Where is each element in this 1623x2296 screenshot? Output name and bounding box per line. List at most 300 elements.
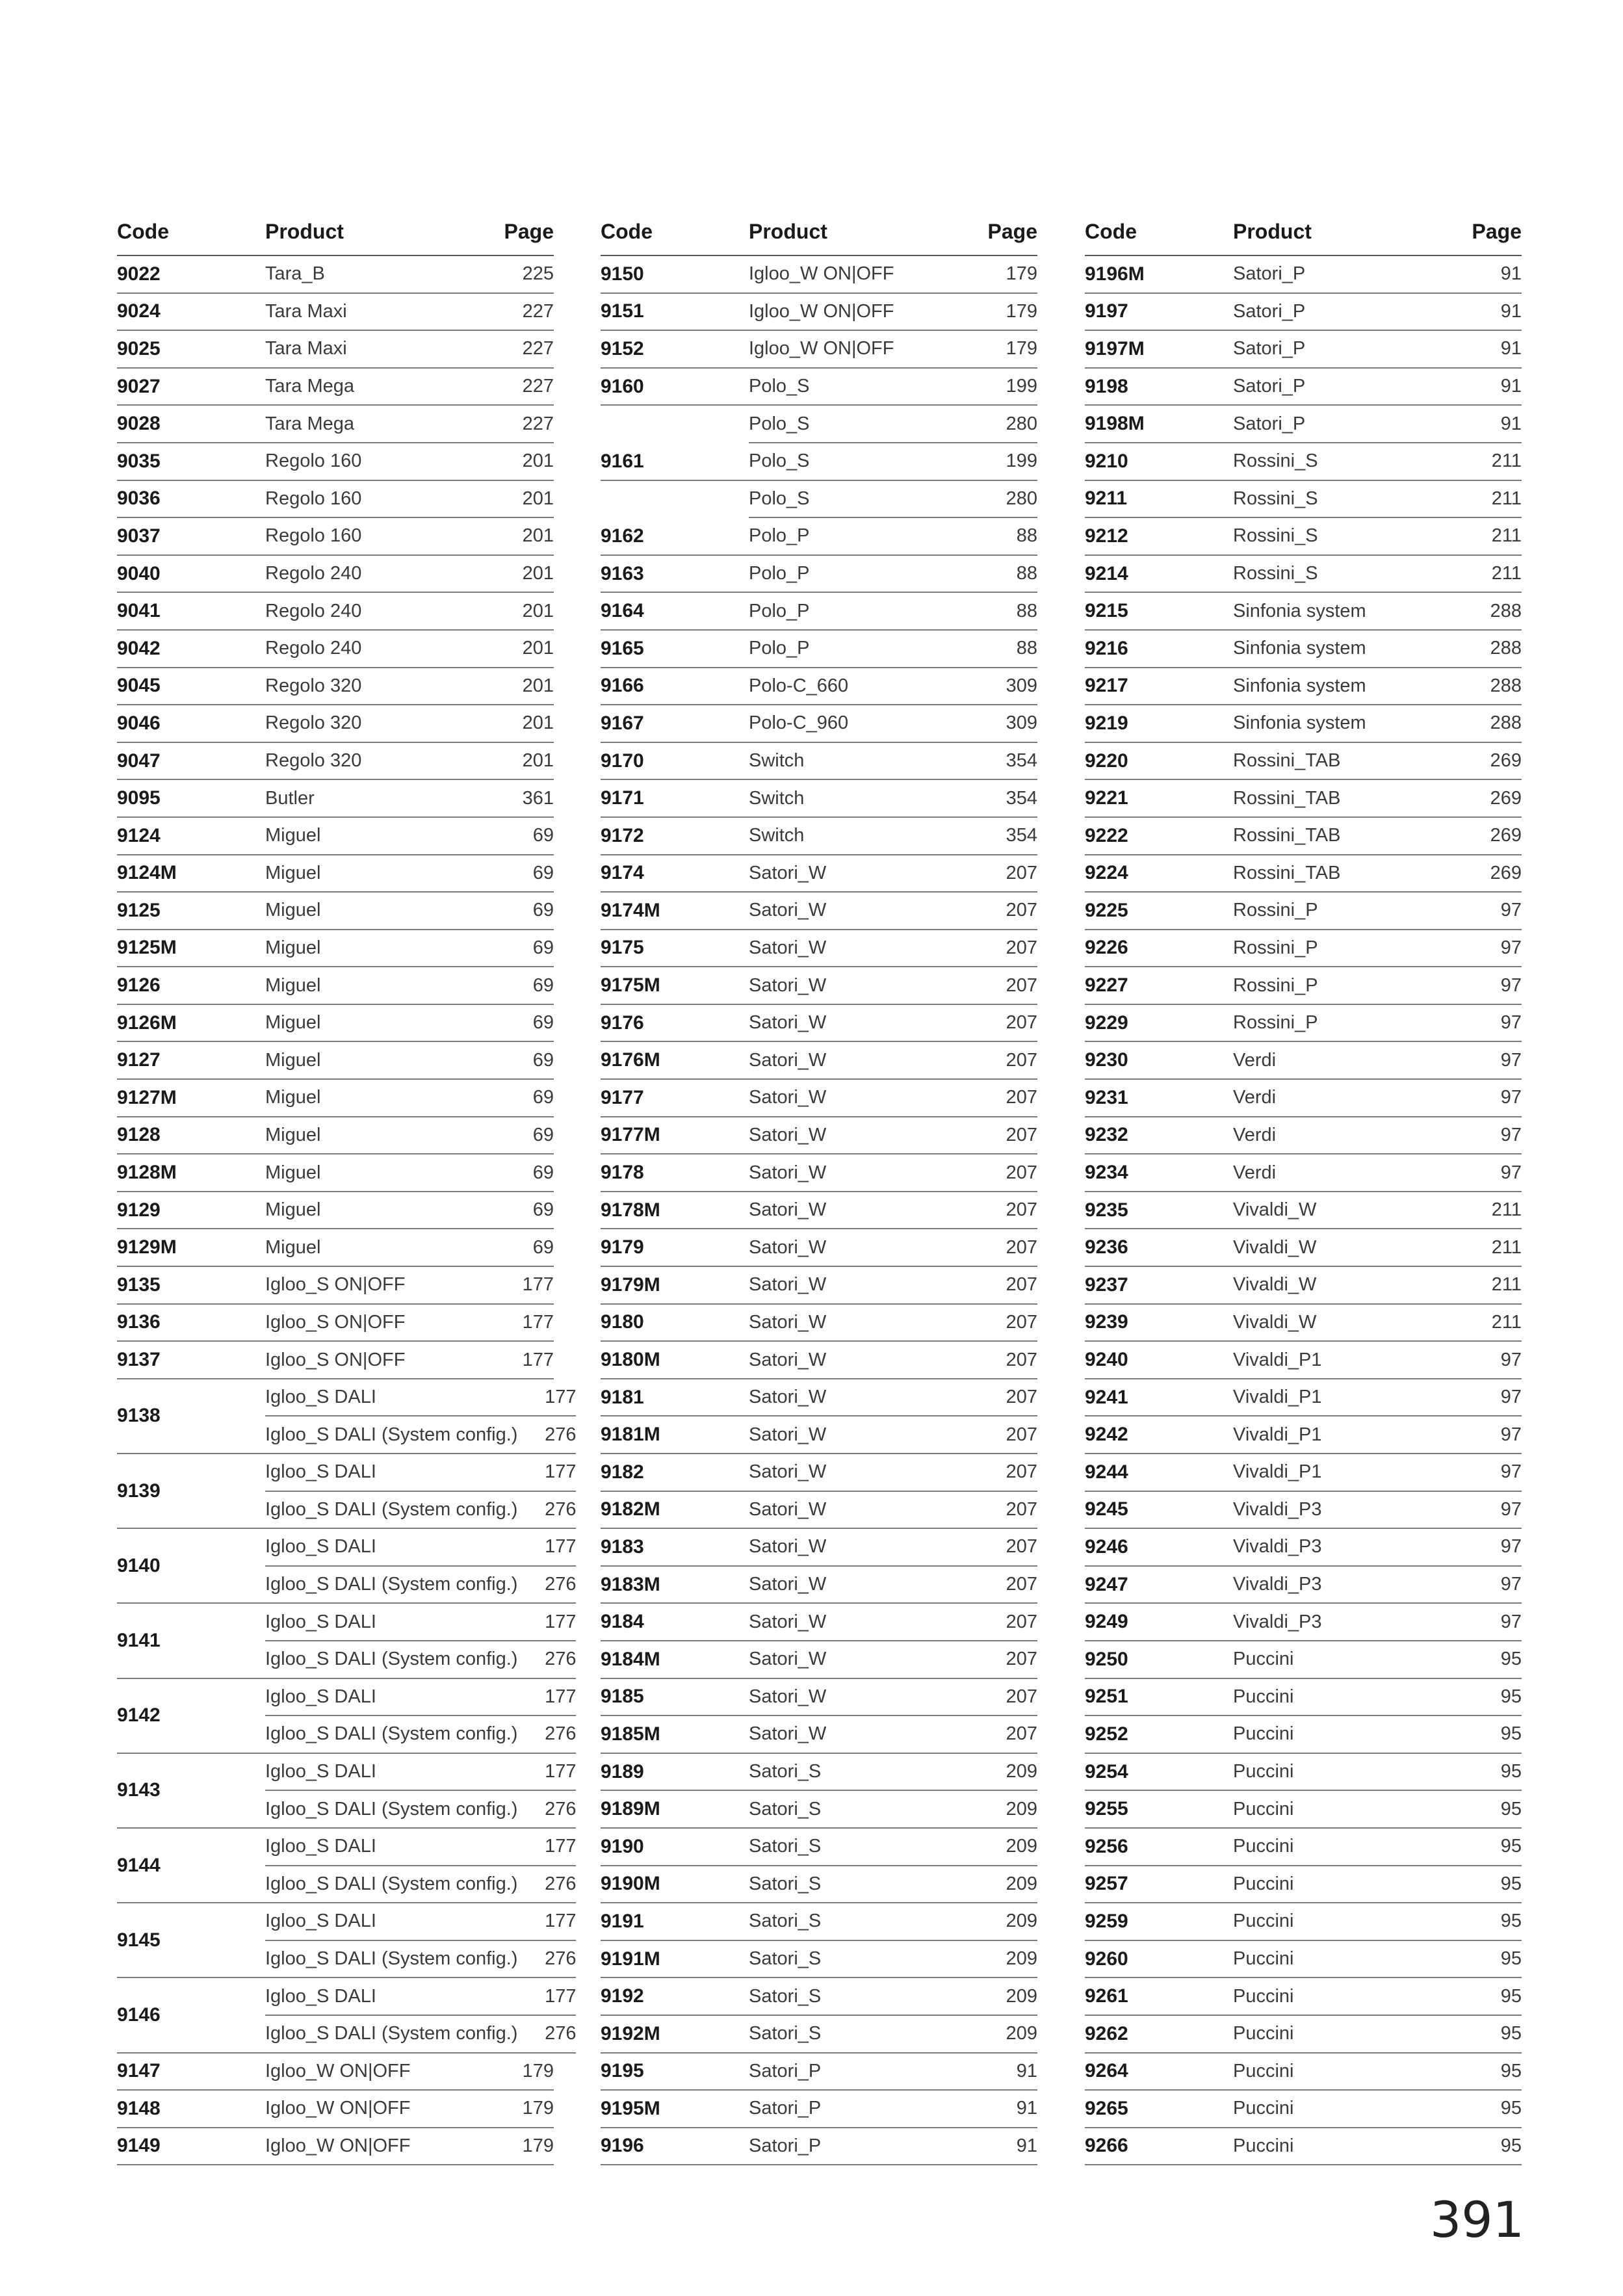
index-rows: [601, 256, 1037, 2165]
product-lines: [265, 2128, 554, 2166]
catalog-page: 207: [1006, 1723, 1037, 1745]
product-code: 9180: [601, 1305, 749, 1342]
product-lines: [749, 1604, 1037, 1641]
product-code: 9128: [117, 1117, 265, 1155]
product-lines: [749, 2091, 1037, 2128]
product-name: Regolo 240: [265, 638, 362, 659]
product-line: [265, 1416, 576, 1454]
index-row: [1085, 631, 1522, 668]
product-lines: [749, 556, 1037, 594]
product-line: [1233, 1791, 1522, 1829]
product-code: 9189M: [601, 1791, 749, 1829]
catalog-page: 207: [1006, 1349, 1037, 1370]
product-line: [749, 780, 1037, 818]
product-line: [265, 1866, 576, 1904]
product-name: Satori_W: [749, 1236, 827, 1258]
index-row: [117, 331, 554, 369]
product-code: 9138: [117, 1379, 265, 1454]
catalog-page: 207: [1006, 1498, 1037, 1520]
product-code: 9225: [1085, 893, 1233, 930]
product-name: Regolo 240: [265, 563, 362, 584]
catalog-page: 69: [532, 1087, 554, 1108]
product-line: [1233, 1192, 1522, 1230]
index-row: [601, 1529, 1037, 1567]
product-name: Switch: [749, 750, 805, 772]
product-name: Satori_W: [749, 1424, 827, 1445]
product-line: [1233, 1305, 1522, 1342]
product-name: Regolo 240: [265, 600, 362, 621]
product-code: 9219: [1085, 705, 1233, 743]
catalog-page: 69: [532, 900, 554, 921]
index-row: [1085, 1042, 1522, 1080]
code-header: Code: [601, 219, 653, 243]
index-column-3: [1085, 208, 1522, 2165]
product-line: [1233, 743, 1522, 781]
catalog-page: 207: [1006, 1236, 1037, 1258]
catalog-page: 95: [1500, 2098, 1522, 2119]
product-lines: [749, 930, 1037, 968]
product-code: 9022: [117, 256, 265, 294]
product-name: Polo_P: [749, 563, 810, 584]
product-name: Igloo_S DALI: [265, 1387, 376, 1408]
product-code: 9250: [1085, 1641, 1233, 1679]
product-lines: [749, 967, 1037, 1005]
product-lines: [1233, 1567, 1522, 1604]
index-row: [1085, 780, 1522, 818]
product-name: Satori_W: [749, 1387, 827, 1408]
product-lines: [749, 705, 1037, 743]
product-code: 9142: [117, 1679, 265, 1754]
product-name: Miguel: [265, 1162, 321, 1183]
product-line: [1233, 1829, 1522, 1866]
product-name: Switch: [749, 825, 805, 846]
product-name: Satori_P: [1233, 263, 1306, 285]
product-line: [265, 1229, 554, 1267]
product-line: [1233, 294, 1522, 332]
product-code: 9177M: [601, 1117, 749, 1155]
catalog-page: 209: [1006, 1761, 1037, 1782]
product-code: 9174M: [601, 893, 749, 930]
index-row: [601, 705, 1037, 743]
product-line: [749, 967, 1037, 1005]
catalog-page: 95: [1500, 1649, 1522, 1670]
product-lines: [749, 1978, 1037, 2016]
product-line: [749, 593, 1037, 631]
product-name: Tara Maxi: [265, 338, 347, 359]
product-lines: [265, 893, 554, 930]
index-row: [1085, 1903, 1522, 1941]
product-line: [749, 705, 1037, 743]
product-line: [265, 2016, 576, 2054]
product-lines: [1233, 1604, 1522, 1641]
product-lines: [1233, 294, 1522, 332]
catalog-page: 97: [1500, 1536, 1522, 1558]
product-code: 9198M: [1085, 406, 1233, 443]
product-line: [265, 1454, 576, 1492]
catalog-page: 211: [1491, 1311, 1522, 1333]
product-name: Igloo_S ON|OFF: [265, 1274, 406, 1296]
catalog-page: 91: [1500, 376, 1522, 397]
index-row: [601, 780, 1037, 818]
product-line: [265, 1192, 554, 1230]
catalog-page: 201: [522, 600, 554, 621]
product-code: 9183M: [601, 1567, 749, 1604]
product-line: [265, 443, 554, 481]
product-name: Regolo 160: [265, 450, 362, 472]
product-code: 9264: [1085, 2054, 1233, 2091]
product-name: Miguel: [265, 900, 321, 921]
catalog-page: 177: [545, 1761, 577, 1782]
product-line: [1233, 1229, 1522, 1267]
catalog-page: 177: [545, 1985, 577, 2007]
product-lines: [1233, 1416, 1522, 1454]
product-code: 9212: [1085, 518, 1233, 556]
product-line: [265, 1529, 576, 1567]
catalog-page: 309: [1006, 675, 1037, 696]
product-line: [265, 593, 554, 631]
product-name: Tara Mega: [265, 376, 355, 397]
product-code: 9249: [1085, 1604, 1233, 1641]
product-lines: [1233, 631, 1522, 668]
product-line: [265, 1716, 576, 1754]
catalog-page: 201: [522, 675, 554, 696]
product-line: [1233, 893, 1522, 930]
product-name: Puccini: [1233, 2023, 1294, 2044]
catalog-page: 69: [532, 1049, 554, 1071]
column-header: [117, 208, 554, 256]
product-name: Igloo_S DALI (System config.): [265, 1948, 518, 1970]
catalog-page: 209: [1006, 1798, 1037, 1820]
code-header: Code: [117, 219, 169, 243]
catalog-page: 95: [1500, 2135, 1522, 2156]
product-line: [265, 369, 554, 406]
product-lines: [265, 1192, 554, 1230]
product-code: 9176M: [601, 1042, 749, 1080]
product-lines: [265, 855, 554, 893]
product-code: 9042: [117, 631, 265, 668]
product-name: Miguel: [265, 1124, 321, 1145]
product-lines: [1233, 1267, 1522, 1305]
product-lines: [265, 1978, 576, 2053]
catalog-page: 280: [1006, 488, 1037, 509]
product-name: Vivaldi_W: [1233, 1311, 1317, 1333]
catalog-page: 207: [1006, 1012, 1037, 1034]
product-code: 9045: [117, 668, 265, 706]
catalog-page: 227: [522, 300, 554, 322]
product-name: Vivaldi_W: [1233, 1274, 1317, 1296]
product-name: Puccini: [1233, 1798, 1294, 1820]
product-name: Rossini_TAB: [1233, 787, 1341, 809]
product-lines: [749, 1192, 1037, 1230]
product-name: Puccini: [1233, 2098, 1294, 2119]
product-line: [265, 1978, 576, 2016]
product-code: 9220: [1085, 743, 1233, 781]
product-lines: [1233, 1978, 1522, 2016]
product-name: Puccini: [1233, 2060, 1294, 2081]
product-lines: [749, 1267, 1037, 1305]
product-name: Puccini: [1233, 2135, 1294, 2156]
index-row: [601, 2128, 1037, 2166]
catalog-page: 95: [1500, 1873, 1522, 1894]
product-line: [1233, 2016, 1522, 2054]
catalog-page: 95: [1500, 1723, 1522, 1745]
catalog-page: 276: [545, 1948, 577, 1970]
product-lines: [1233, 369, 1522, 406]
product-line: [265, 518, 554, 556]
product-code: 9197M: [1085, 331, 1233, 369]
catalog-page: 179: [1006, 338, 1037, 359]
product-code: 9259: [1085, 1903, 1233, 1941]
index-row: [117, 556, 554, 594]
product-code: 9232: [1085, 1117, 1233, 1155]
page-header: Page: [1472, 219, 1522, 243]
product-line: [265, 893, 554, 930]
product-code: 9195: [601, 2054, 749, 2091]
catalog-page: 177: [545, 1686, 577, 1707]
product-name: Igloo_W ON|OFF: [265, 2098, 411, 2119]
product-lines: [1233, 1529, 1522, 1567]
index-row: [601, 1080, 1037, 1117]
index-row: [601, 930, 1037, 968]
index-row: [117, 1829, 577, 1903]
catalog-page: 88: [1016, 638, 1037, 659]
catalog-page: 227: [522, 413, 554, 434]
product-lines: [265, 1042, 554, 1080]
product-lines: [265, 1529, 576, 1604]
catalog-page: 97: [1500, 1387, 1522, 1408]
product-line: [1233, 1641, 1522, 1679]
product-line: [265, 1379, 576, 1417]
product-name: Butler: [265, 787, 315, 809]
product-lines: [265, 743, 554, 781]
catalog-page: 97: [1500, 1162, 1522, 1183]
product-name: Satori_P: [749, 2098, 822, 2119]
product-code: 9183: [601, 1529, 749, 1567]
product-line: [749, 893, 1037, 930]
product-code: 9046: [117, 705, 265, 743]
index-row: [117, 1267, 554, 1305]
product-name: Satori_W: [749, 1461, 827, 1483]
index-row: [601, 1192, 1037, 1230]
product-line: [1233, 705, 1522, 743]
product-code: 9152: [601, 331, 749, 369]
product-line: [749, 331, 1037, 369]
product-code: 9177: [601, 1080, 749, 1117]
index-rows: [1085, 256, 1522, 2165]
product-name: Igloo_S DALI (System config.): [265, 1424, 518, 1445]
product-name: Miguel: [265, 937, 321, 958]
product-name: Polo_S: [749, 376, 810, 397]
catalog-page: 207: [1006, 1087, 1037, 1108]
product-line: [265, 1791, 576, 1829]
index-row: [601, 1978, 1037, 2016]
product-line: [749, 1567, 1037, 1604]
product-lines: [265, 1005, 554, 1043]
product-line: [749, 1604, 1037, 1641]
product-name: Polo_S: [749, 413, 810, 434]
product-lines: [265, 1117, 554, 1155]
product-line: [749, 1005, 1037, 1043]
product-code: 9161: [601, 443, 749, 481]
catalog-page: 225: [522, 263, 554, 285]
product-line: [749, 1529, 1037, 1567]
product-code: 9256: [1085, 1829, 1233, 1866]
catalog-page: 207: [1006, 1274, 1037, 1296]
product-lines: [265, 294, 554, 332]
product-name: Rossini_TAB: [1233, 825, 1341, 846]
catalog-page: 97: [1500, 900, 1522, 921]
index-row: [117, 1342, 554, 1379]
product-line: [265, 1679, 576, 1717]
product-code: 9222: [1085, 818, 1233, 855]
index-row: [1085, 1716, 1522, 1754]
catalog-page: 201: [522, 525, 554, 547]
product-code: 9027: [117, 369, 265, 406]
product-code: 9170: [601, 743, 749, 781]
index-row: [117, 443, 554, 481]
catalog-page: 207: [1006, 1311, 1037, 1333]
catalog-page: 91: [1500, 413, 1522, 434]
catalog-page: 288: [1490, 712, 1522, 734]
product-code: 9025: [117, 331, 265, 369]
product-lines: [265, 481, 554, 519]
product-code: 9143: [117, 1754, 265, 1829]
product-code: 9028: [117, 406, 265, 443]
product-line: [1233, 2128, 1522, 2166]
catalog-page: 97: [1500, 1012, 1522, 1034]
index-row: [117, 930, 554, 968]
product-lines: [265, 556, 554, 594]
product-code: 9215: [1085, 593, 1233, 631]
product-lines: [1233, 780, 1522, 818]
product-lines: [1233, 1192, 1522, 1230]
catalog-page: 199: [1006, 450, 1037, 472]
catalog-page: 211: [1491, 525, 1522, 547]
product-name: Rossini_TAB: [1233, 862, 1341, 883]
product-lines: [1233, 256, 1522, 294]
product-code: 9160: [601, 369, 749, 406]
index-row: [117, 1117, 554, 1155]
product-code: 9229: [1085, 1005, 1233, 1043]
index-row: [601, 1679, 1037, 1717]
index-row: [1085, 1492, 1522, 1530]
product-code: 9149: [117, 2128, 265, 2166]
catalog-page: 97: [1500, 974, 1522, 996]
product-line: [265, 1941, 576, 1979]
product-line: [749, 1641, 1037, 1679]
catalog-page: 177: [545, 1387, 577, 1408]
product-lines: [1233, 1305, 1522, 1342]
product-name: Regolo 160: [265, 525, 362, 547]
product-name: Igloo_W ON|OFF: [265, 2135, 411, 2156]
product-line: [749, 818, 1037, 855]
product-name: Satori_W: [749, 1611, 827, 1632]
product-code: 9239: [1085, 1305, 1233, 1342]
product-lines: [265, 1754, 576, 1829]
catalog-page: 276: [545, 1498, 577, 1520]
catalog-page: 209: [1006, 1836, 1037, 1857]
product-name: Tara Maxi: [265, 300, 347, 322]
product-line: [1233, 780, 1522, 818]
product-line: [1233, 593, 1522, 631]
product-line: [1233, 1903, 1522, 1941]
index-row: [1085, 1866, 1522, 1904]
product-name: Polo_P: [749, 525, 810, 547]
product-code: 9150: [601, 256, 749, 294]
product-name: Miguel: [265, 1199, 321, 1221]
index-row: [1085, 518, 1522, 556]
product-code: 9227: [1085, 967, 1233, 1005]
product-name: Satori_P: [749, 2060, 822, 2081]
product-code: 9185M: [601, 1716, 749, 1754]
index-row: [601, 1903, 1037, 1941]
product-lines: [265, 668, 554, 706]
product-name: Satori_P: [1233, 338, 1306, 359]
product-name: Satori_S: [749, 1948, 822, 1970]
product-line: [1233, 818, 1522, 855]
product-line: [265, 2128, 554, 2166]
catalog-page: 97: [1500, 937, 1522, 958]
catalog-page: 201: [522, 638, 554, 659]
product-name: Miguel: [265, 1049, 321, 1071]
product-code: 9041: [117, 593, 265, 631]
product-code: 9251: [1085, 1679, 1233, 1717]
product-line: [749, 855, 1037, 893]
product-line: [749, 1492, 1037, 1530]
product-code: 9241: [1085, 1379, 1233, 1417]
product-lines: [1233, 2128, 1522, 2166]
product-line: [1233, 1679, 1522, 1717]
column-header: [1085, 208, 1522, 256]
product-code: 9095: [117, 780, 265, 818]
catalog-page: 361: [522, 787, 554, 809]
index-row: [601, 631, 1037, 668]
catalog-page: 95: [1500, 1948, 1522, 1970]
index-row: [601, 1641, 1037, 1679]
product-name: Satori_S: [749, 1911, 822, 1932]
catalog-page: 269: [1490, 787, 1522, 809]
index-row: [601, 443, 1037, 481]
index-row: [117, 369, 554, 406]
product-name: Vivaldi_P1: [1233, 1461, 1322, 1483]
index-row: [117, 294, 554, 332]
index-row: [117, 668, 554, 706]
product-code: 9184: [601, 1604, 749, 1641]
product-name: Miguel: [265, 974, 321, 996]
product-name: Vivaldi_W: [1233, 1236, 1317, 1258]
product-line: [265, 556, 554, 594]
catalog-page: 309: [1006, 712, 1037, 734]
index-row: [1085, 331, 1522, 369]
product-code: 9144: [117, 1829, 265, 1903]
index-row: [117, 406, 554, 443]
product-code: 9235: [1085, 1192, 1233, 1230]
index-row: [117, 743, 554, 781]
product-name: Igloo_S DALI (System config.): [265, 1798, 518, 1820]
index-row: [601, 256, 1037, 294]
product-code: 9265: [1085, 2091, 1233, 2128]
product-code: 9137: [117, 1342, 265, 1379]
product-code: 9135: [117, 1267, 265, 1305]
index-row: [601, 1492, 1037, 1530]
product-name: Satori_W: [749, 1349, 827, 1370]
index-row: [1085, 1267, 1522, 1305]
product-lines: [749, 481, 1037, 519]
product-lines: [1233, 705, 1522, 743]
product-lines: [265, 256, 554, 294]
product-lines: [749, 518, 1037, 556]
product-name: Satori_W: [749, 1311, 827, 1333]
